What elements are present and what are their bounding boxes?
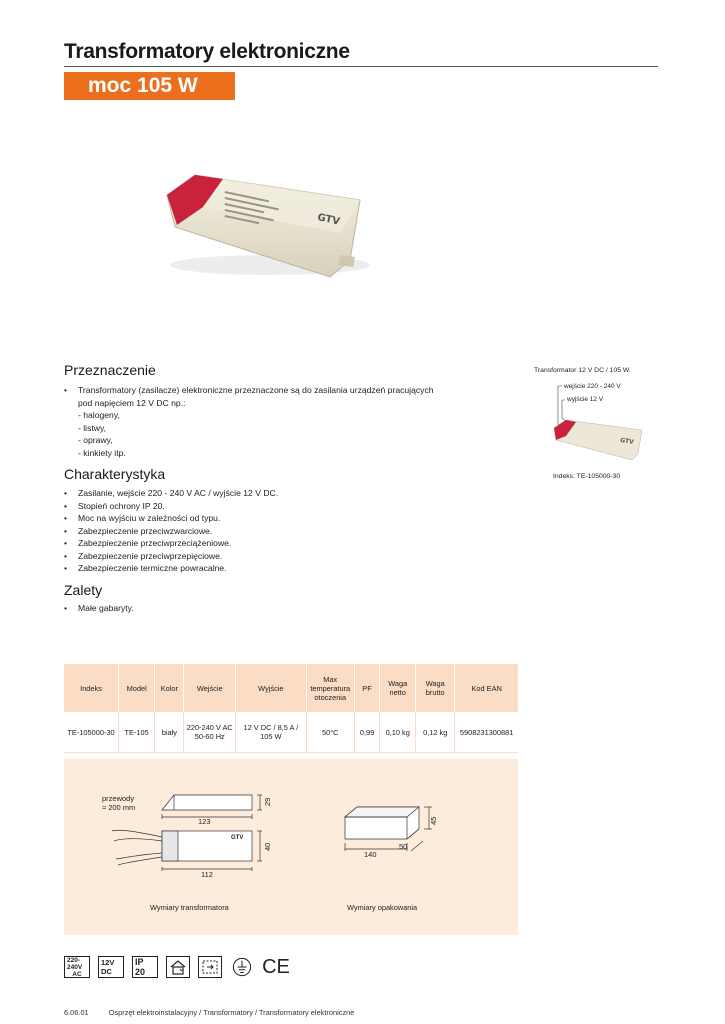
side-index-label: Indeks: TE-105000-30: [553, 473, 621, 480]
breadcrumb: Osprzęt elektroinstalacyjny / Transformatory / Transformatory elektroniczne: [108, 1008, 355, 1017]
characteristics-item: • Zabezpieczenie termiczne powracalne.: [64, 562, 444, 575]
voltage-output-icon: 12V DC: [98, 956, 124, 978]
caption-transformer: Wymiary transformatora: [150, 903, 229, 912]
footer: [64, 1008, 372, 1017]
side-input-label: wejście 220 - 240 V: [564, 383, 621, 390]
product-photo: [155, 165, 380, 290]
dim-top-length: 123: [198, 817, 211, 826]
dim-bottom-width: 40: [263, 842, 272, 851]
purpose-sub-item: - halogeny,: [78, 410, 120, 420]
side-illustration: [534, 378, 659, 468]
purpose-item: [64, 384, 444, 459]
dim-box-width: 50: [399, 842, 408, 851]
package-box: [345, 807, 432, 851]
ip-rating-icon: IP 20: [132, 956, 158, 978]
purpose-sub-list: [78, 409, 444, 459]
dim-box-height: 45: [429, 816, 438, 825]
side-caption: Transformator 12 V DC / 105 W.: [534, 367, 631, 374]
col-header: Max temperatura otoczenia: [306, 664, 354, 712]
col-header: PF: [354, 664, 379, 712]
purpose-sub-item: - listwy,: [78, 422, 107, 433]
advantages-item: • Małe gabaryty.: [64, 602, 444, 615]
advantages-heading: Zalety: [64, 582, 103, 598]
characteristics-list: [64, 487, 444, 575]
dim-box-length: 140: [364, 850, 377, 859]
characteristics-item: • Zabezpieczenie przeciwprzepięciowe.: [64, 550, 444, 563]
purpose-heading: Przeznaczenie: [64, 362, 156, 378]
power-badge: moc 105 W: [64, 72, 235, 100]
col-header: Kod EAN: [455, 664, 518, 712]
voltage-input-unit: AC: [72, 970, 82, 978]
voltage-input-icon: [64, 956, 90, 978]
col-header: Indeks: [64, 664, 119, 712]
certification-row: [64, 955, 290, 979]
table-cell: 12 V DC / 8,5 A / 105 W: [236, 712, 307, 753]
col-header: Waga netto: [380, 664, 416, 712]
table-cell: TE-105000-30: [64, 712, 119, 753]
dim-top-height: 29: [263, 797, 272, 806]
mounting-surface-icon: [198, 956, 222, 978]
characteristics-item: • Zasilanie, wejście 220 - 240 V AC / wyjście 12 V DC.: [64, 487, 444, 500]
dimensions-drawing: [64, 759, 518, 935]
characteristics-heading: Charakterystyka: [64, 466, 166, 482]
col-header: Wejście: [184, 664, 236, 712]
wires: [112, 830, 162, 865]
svg-text:GTV: GTV: [619, 437, 635, 446]
page-title: Transformatory elektroniczne: [64, 40, 350, 63]
table-header-row: [64, 664, 518, 712]
characteristics-item: • Zabezpieczenie przeciwprzeciążeniowe.: [64, 537, 444, 550]
ground-symbol-icon: [230, 956, 254, 978]
transformer-top-view: [162, 831, 262, 871]
characteristics-item: • Moc na wyjściu w zależności od typu.: [64, 512, 444, 525]
col-header: Waga brutto: [416, 664, 455, 712]
side-output-label: wyjście 12 V: [567, 396, 604, 403]
purpose-item-text: Transformatory (zasilacze) elektroniczne przeznaczone są do zasilania urządzeń pracujących pod napięciem 12 V DC np.:: [78, 385, 434, 408]
caption-package: Wymiary opakowania: [347, 903, 418, 912]
voltage-input-text: 220-240V: [67, 956, 83, 971]
table-cell: 50°C: [306, 712, 354, 753]
page-number: 6.06.01: [64, 1008, 89, 1017]
advantages-list: [64, 602, 444, 615]
purpose-list: [64, 384, 444, 459]
purpose-sub-item: - kinkiety itp.: [78, 447, 126, 458]
dim-bottom-length: 112: [201, 870, 213, 879]
table-cell: biały: [155, 712, 184, 753]
table-cell: TE-105: [119, 712, 155, 753]
table-cell: 5908231300881: [455, 712, 518, 753]
transformer-side-view: [162, 795, 262, 819]
wire-length-label: ≈ 200 mm: [102, 803, 136, 812]
wire-label: przewody: [102, 794, 135, 803]
product-brand-mark: GTV: [316, 212, 341, 228]
spec-table: [64, 664, 518, 753]
ce-mark-icon: CE: [262, 955, 290, 978]
table-cell: 0,12 kg: [416, 712, 455, 753]
col-header: Wyjście: [236, 664, 307, 712]
table-row: [64, 712, 518, 753]
purpose-sub-item: - oprawy,: [78, 435, 113, 445]
col-header: Kolor: [155, 664, 184, 712]
table-cell: 0,10 kg: [380, 712, 416, 753]
characteristics-item: • Stopień ochrony IP 20.: [64, 500, 444, 513]
title-divider: [64, 66, 658, 67]
indoor-use-icon: [166, 956, 190, 978]
col-header: Model: [119, 664, 155, 712]
transformer-brand: GTV: [231, 835, 244, 841]
dimensions-panel: [64, 759, 518, 935]
characteristics-item: • Zabezpieczenie przeciwzwarciowe.: [64, 525, 444, 538]
table-cell: 0,99: [354, 712, 379, 753]
table-cell: 220-240 V AC 50-60 Hz: [184, 712, 236, 753]
